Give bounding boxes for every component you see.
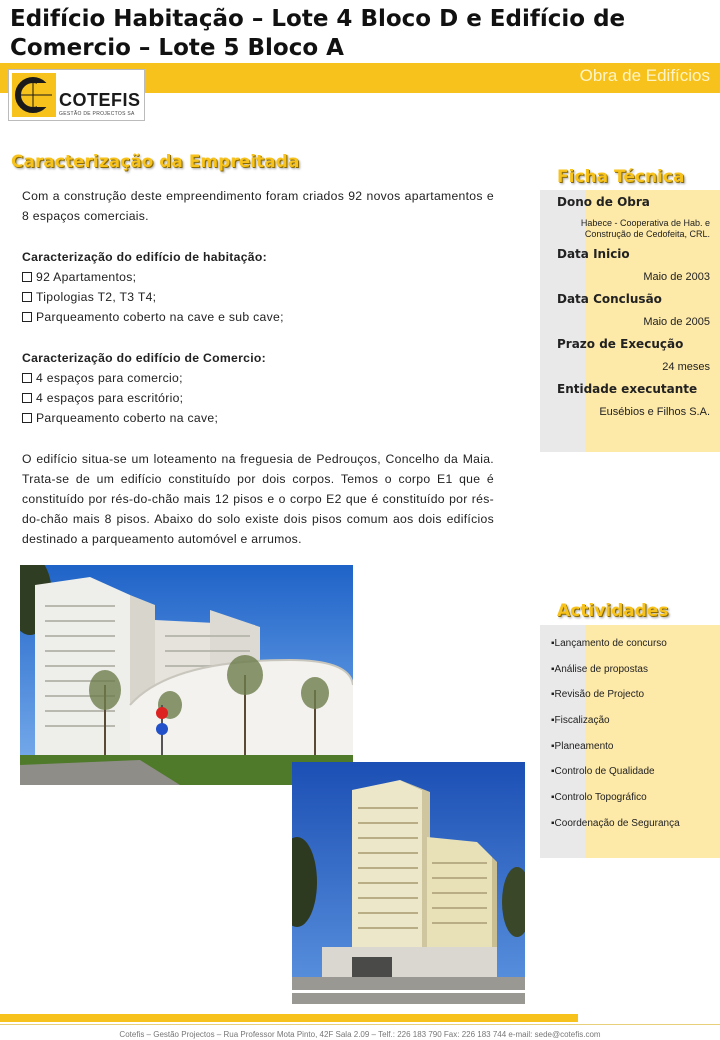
checkbox-bullet-icon [22, 292, 32, 302]
list-item: Parqueamento coberto na cave e sub cave; [22, 307, 494, 327]
footer-contact: Cotefis – Gestão Projectos – Rua Professor Mota Pinto, 42F Sala 2.09 – Telf.: 226 183 790 Fax: 226 183 744 e-mail: sede@cotefis.com [119, 1030, 601, 1039]
inicio-label: Data Inicio [557, 247, 630, 261]
activity-item: ▪Coordenação de Segurança [551, 818, 680, 829]
actividades-panel [540, 625, 720, 858]
conclusao-label: Data Conclusão [557, 292, 662, 306]
checkbox-bullet-icon [22, 373, 32, 383]
ficha-tecnica-heading: Ficha Técnica [557, 167, 685, 187]
activity-item: ▪Lançamento de concurso [551, 638, 667, 649]
activity-item: ▪Análise de propostas [551, 664, 648, 675]
list-item: 4 espaços para escritório; [22, 388, 494, 408]
list-item: 4 espaços para comercio; [22, 368, 494, 388]
checkbox-bullet-icon [22, 413, 32, 423]
checkbox-bullet-icon [22, 312, 32, 322]
dono-label: Dono de Obra [557, 195, 650, 209]
activity-item: ▪Controlo Topográfico [551, 792, 647, 803]
activity-item: ▪Controlo de Qualidade [551, 766, 655, 777]
list-item: 92 Apartamentos; [22, 267, 494, 287]
main-body [22, 186, 494, 550]
checkbox-bullet-icon [22, 272, 32, 282]
company-logo [8, 69, 145, 121]
list-item: Parqueamento coberto na cave; [22, 408, 494, 428]
building-photo-1 [20, 565, 353, 785]
entidade-label: Entidade executante [557, 382, 698, 396]
logo-name: COTEFIS [59, 90, 141, 110]
activity-item: ▪Planeamento [551, 741, 614, 752]
main-heading: Caracterização da Empreitada [11, 152, 300, 172]
activity-item: ▪Fiscalização [551, 715, 610, 726]
habitacao-heading: Caracterização do edifício de habitação: [22, 249, 267, 264]
checkbox-bullet-icon [22, 393, 32, 403]
prazo-label: Prazo de Execução [557, 337, 684, 351]
logo-mark-icon [12, 73, 56, 117]
conclusao-value: Maio de 2005 [643, 316, 710, 328]
prazo-value: 24 meses [662, 361, 710, 373]
description-paragraph: O edifício situa-se um loteamento na freguesia de Pedrouços, Concelho da Maia. Trata-se de um edifício constituído por dois corpos. Temos o corpo E1 que é constituído por rés-do-chão mais 12 pisos e o corpo E2 que é constituído por rés-do-chão mais 8 pisos. Abaixo do solo existe dois pisos comum aos dois edifícios destinado a parqueamento automóvel e arrumos. [22, 451, 494, 547]
actividades-heading: Actividades [557, 601, 669, 621]
comercio-heading: Caracterização do edifício de Comercio: [22, 350, 267, 365]
list-item: Tipologias T2, T3 T4; [22, 287, 494, 307]
logo-subtitle: GESTÃO DE PROJECTOS SA [59, 111, 135, 117]
intro-paragraph: Com a construção deste empreendimento foram criados 92 novos apartamentos e 8 espaços comerciais. [22, 189, 494, 224]
dono-value-line-2: Construção de Cedofeita, CRL. [584, 229, 710, 239]
activity-item: ▪Revisão de Projecto [551, 689, 645, 700]
entidade-value: Eusébios e Filhos S.A. [599, 406, 710, 418]
ficha-tecnica-panel [540, 190, 720, 452]
inicio-value: Maio de 2003 [643, 271, 710, 283]
footer-band [0, 1014, 578, 1022]
dono-value-line-1: Habece - Cooperativa de Hab. e [580, 218, 710, 228]
building-photo-2 [292, 762, 525, 1004]
header-tagline: Obra de Edifícios [579, 66, 710, 85]
footer-divider [0, 1024, 720, 1025]
page-title: Edifício Habitação – Lote 4 Bloco D e Edifício de Comercio – Lote 5 Bloco A [10, 6, 626, 61]
